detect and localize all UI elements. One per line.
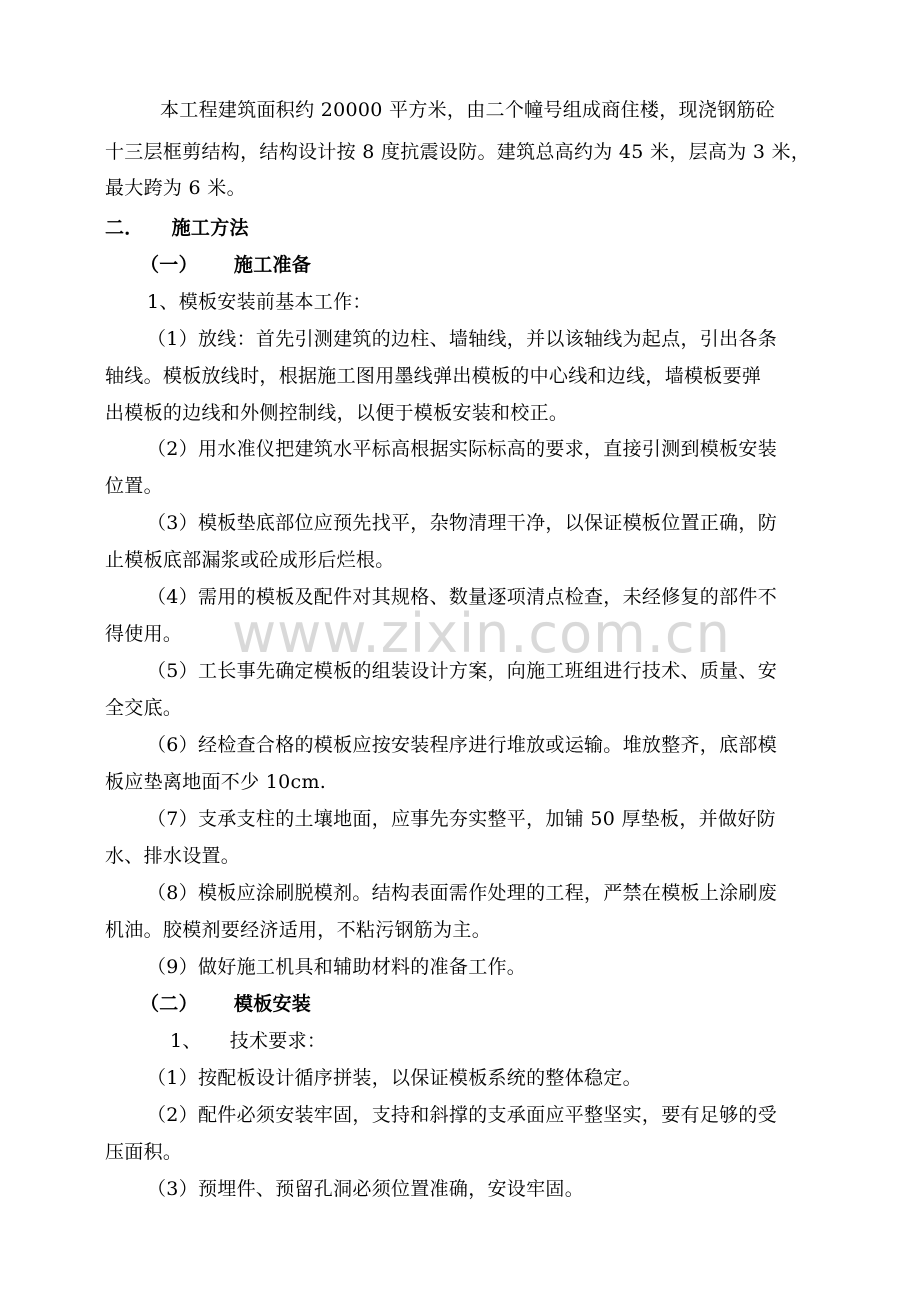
section-2-number: 二． xyxy=(105,217,144,239)
tech-heading-number: 1、 xyxy=(170,1030,202,1052)
prep-item-9-line-1: （9）做好施工机具和辅助材料的准备工作。 xyxy=(147,956,527,978)
prep-item-2-line-2: 位置。 xyxy=(105,475,163,497)
intro-line-1: 本工程建筑面积约 20000 平方米，由二个幢号组成商住楼，现浇钢筋砼 xyxy=(160,99,776,121)
subsection-2-title: 模板安装 xyxy=(233,993,312,1015)
tech-heading xyxy=(170,1029,326,1053)
prep-item-1-line-3: 出模板的边线和外侧控制线，以便于模板安装和校正。 xyxy=(105,402,569,424)
prep-item-3-line-1: （3）模板垫底部位应预先找平，杂物清理干净，以保证模板位置正确，防 xyxy=(147,512,777,534)
tech-item-2-line-1: （2）配件必须安装牢固，支持和斜撑的支承面应平整坚实，要有足够的受 xyxy=(147,1104,777,1126)
subsection-1-title: 施工准备 xyxy=(233,254,312,276)
prep-item-1-line-2: 轴线。模板放线时，根据施工图用墨线弹出模板的中心线和边线，墙模板要弹 xyxy=(105,365,762,387)
tech-item-1-line-1: （1）按配板设计循序拼装，以保证模板系统的整体稳定。 xyxy=(147,1067,642,1089)
section-2-heading xyxy=(105,216,249,240)
prep-item-7-line-2: 水、排水设置。 xyxy=(105,845,241,867)
intro-line-2: 十三层框剪结构，结构设计按 8 度抗震设防。建筑总高约为 45 米，层高为 3 米， xyxy=(105,141,811,163)
prep-item-2-line-1: （2）用水准仪把建筑水平标高根据实际标高的要求，直接引测到模板安装 xyxy=(147,438,777,460)
subsection-1-number: （一） xyxy=(140,254,198,276)
prep-item-6-line-1: （6）经检查合格的模板应按安装程序进行堆放或运输。堆放整齐，底部模 xyxy=(147,734,777,756)
prep-item-4-line-1: （4）需用的模板及配件对其规格、数量逐项清点检查，未经修复的部件不 xyxy=(147,586,777,608)
prep-item-8-line-2: 机油。胶模剂要经济适用，不粘污钢筋为主。 xyxy=(105,919,492,941)
watermark-text: www.zixin.com.cn xyxy=(232,602,731,665)
prep-item-8-line-1: （8）模板应涂刷脱模剂。结构表面需作处理的工程，严禁在模板上涂刷废 xyxy=(147,882,777,904)
intro-line-3: 最大跨为 6 米。 xyxy=(105,177,246,199)
prep-item-5-line-1: （5）工长事先确定模板的组装设计方案，向施工班组进行技术、质量、安 xyxy=(147,660,777,682)
prep-item-4-line-2: 得使用。 xyxy=(105,623,183,645)
subsection-2-number: （二） xyxy=(140,993,198,1015)
tech-item-2-line-2: 压面积。 xyxy=(105,1141,183,1163)
subsection-2-heading xyxy=(140,992,311,1016)
subsection-1-heading xyxy=(140,253,311,277)
tech-item-3-line-1: （3）预埋件、预留孔洞必须位置准确，安设牢固。 xyxy=(147,1178,584,1200)
prep-item-5-line-2: 全交底。 xyxy=(105,697,183,719)
section-2-title: 施工方法 xyxy=(171,217,249,239)
prep-item-1-line-1: （1）放线：首先引测建筑的边柱、墙轴线，并以该轴线为起点，引出各条 xyxy=(147,328,777,350)
prep-heading: 1、模板安装前基本工作： xyxy=(147,291,372,313)
prep-item-7-line-1: （7）支承支柱的土壤地面，应事先夯实整平，加铺 50 厚垫板，并做好防 xyxy=(147,808,776,830)
tech-heading-title: 技术要求： xyxy=(229,1030,327,1052)
prep-item-6-line-2: 板应垫离地面不少 10cm. xyxy=(105,771,327,793)
prep-item-3-line-2: 止模板底部漏浆或砼成形后烂根。 xyxy=(105,549,395,571)
